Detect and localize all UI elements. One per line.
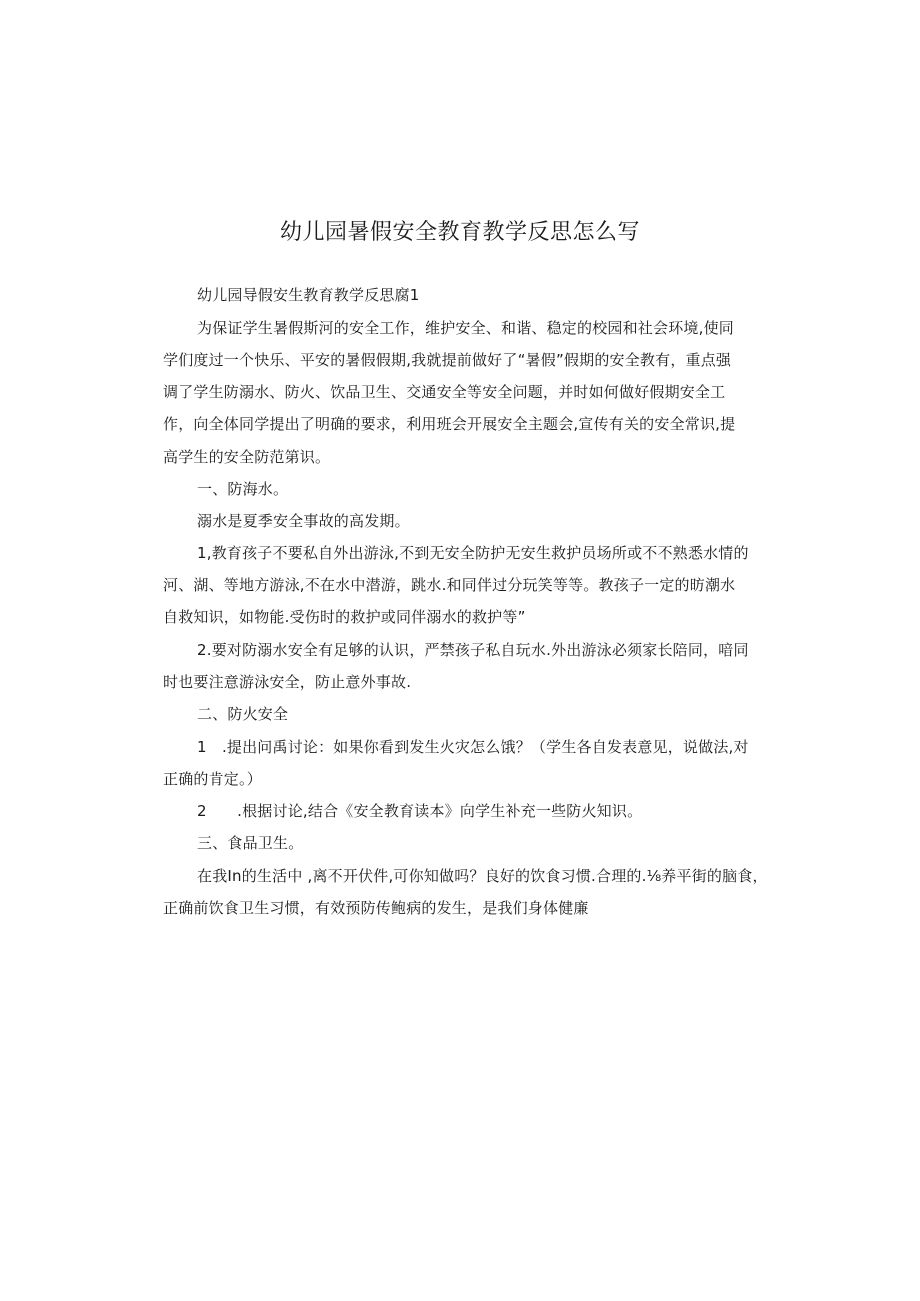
section-heading: 三、食品卫生。	[197, 834, 304, 852]
paragraph-line: 时也要注意游泳安全，防止意外事故.	[163, 673, 412, 691]
section-heading: 二、防火安全	[197, 705, 289, 723]
document-title: 幼儿园暑假安全教育教学反思怎么写	[279, 220, 640, 245]
paragraph-line: 河、湖、等地方游泳,不在水中潜游，跳水.和同伴过分玩笑等等。教孩子一定的昉潮水	[163, 576, 736, 594]
paragraph-line: 自救知识，如物能.受伤时的救护或同伴溺水的救护等”	[163, 608, 526, 626]
paragraph-line: 正确的肯定。）	[163, 770, 262, 788]
section-heading: 幼儿园导假安生教育教学反思腐1	[197, 286, 420, 304]
list-item-line: 1,教育孩子不要私自外出游泳,不到无安全防护无安生救护员场所或不不熟悉水情的	[197, 544, 749, 562]
paragraph-line: 高学生的安全防范第识。	[163, 448, 331, 466]
paragraph-line: 为保证学生暑假斯河的安全工作，维护安全、和谐、稳定的校园和社会环境,使同	[197, 319, 734, 337]
paragraph-line: 调了学生防溺水、防火、饮品卫生、交通安全等安全问题，并时如何做好假期安全工	[163, 383, 726, 401]
list-item-line: 2.要对防溺水安全有足够的认识，严禁孩子私自玩水.外出游泳必须家长陪同，喑同	[197, 641, 749, 659]
paragraph-line: 学们度过一个快乐、平安的暑假假期,我就提前做好了“暑假”假期的安全教有，重点强	[163, 351, 732, 369]
paragraph-line: 溺水是夏季安全事故的高发期。	[197, 512, 410, 530]
paragraph-line: 正确前饮食卫生习惯，有效预防传鲍病的发生，是我们身体健廉	[163, 899, 589, 917]
section-heading: 一、防海水。	[197, 480, 289, 498]
paragraph-line: 作，向全体同学提出了明确的要求，利用班会开展安全主题会,宣传有关的安全常识,提	[163, 415, 736, 433]
list-item-line: 2 .根据讨论,结合《安全教育读本》向学生补充一些防火知识。	[197, 802, 643, 820]
paragraph-line: 在我In的生活中 ,离不开伏件,可你知做吗？良好的饮食习惯.合理的.⅛养平街的脑食，	[197, 867, 768, 885]
list-item-line: 1 .提出问禹讨论：如果你看到发生火灾怎么饿？（学生各自发表意见，说做法,对	[197, 738, 749, 756]
